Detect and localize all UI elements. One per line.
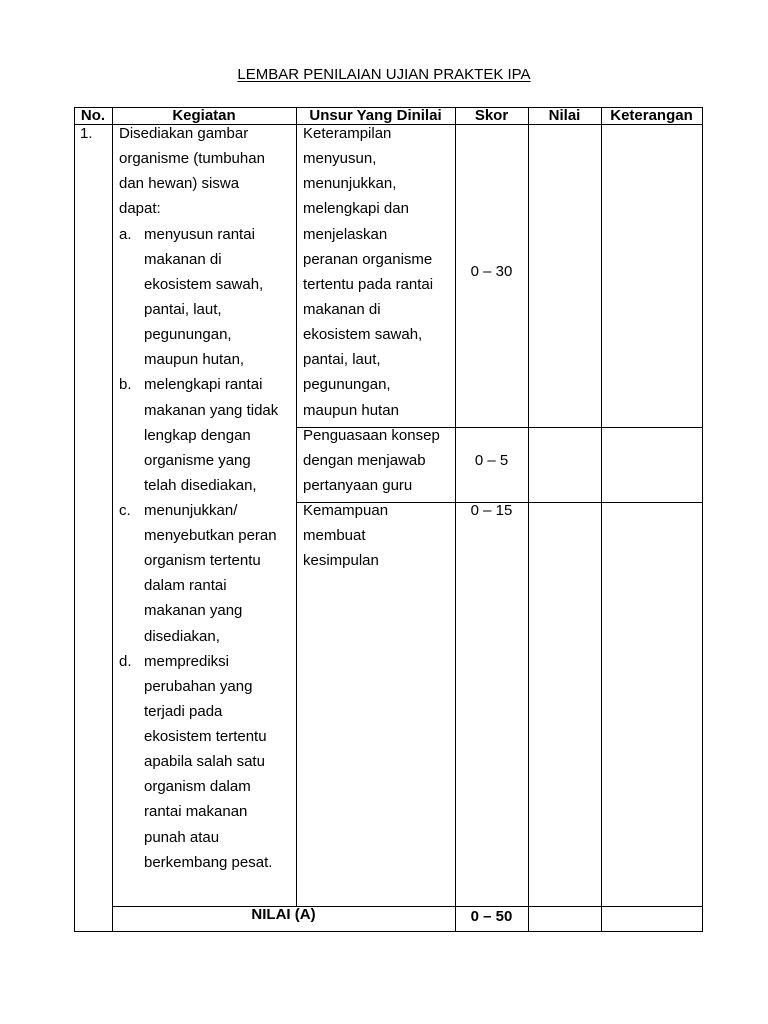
unsur-line: Keterampilan: [303, 125, 392, 142]
row-number: 1.: [80, 125, 93, 142]
item-line: organisme yang: [144, 452, 251, 469]
item-line: rantai makanan: [144, 803, 248, 820]
table-border-right: [702, 107, 703, 932]
item-marker: b.: [119, 376, 132, 393]
item-line: disediakan,: [144, 628, 220, 645]
col-divider-nilai: [601, 107, 602, 932]
skor-keterampilan: 0 – 30: [470, 263, 513, 280]
unsur-line: ekosistem sawah,: [303, 326, 423, 343]
item-line: pegunungan,: [144, 326, 232, 343]
col-divider-kegiatan: [296, 107, 297, 907]
item-line: menyebutkan peran: [144, 527, 277, 544]
unsur-line: kesimpulan: [303, 552, 379, 569]
item-line: makanan yang tidak: [144, 402, 279, 419]
unsur-line: peranan organisme: [303, 251, 433, 268]
header-keterangan: Keterangan: [610, 107, 693, 124]
kegiatan-line: dapat:: [119, 200, 161, 217]
item-line: memprediksi: [144, 653, 230, 670]
kegiatan-line: Disediakan gambar: [119, 125, 249, 142]
unsur-line: dengan menjawab: [303, 452, 426, 469]
item-line: pantai, laut,: [144, 301, 222, 318]
unsur-line: membuat: [303, 527, 366, 544]
unsur-line: pertanyaan guru: [303, 477, 413, 494]
header-nilai: Nilai: [548, 107, 581, 124]
unsur-line: menunjukkan,: [303, 175, 397, 192]
unsur-line: makanan di: [303, 301, 381, 318]
unsur-line: menjelaskan: [303, 226, 388, 243]
item-line: punah atau: [144, 829, 220, 846]
item-line: organism dalam: [144, 778, 251, 795]
item-line: makanan di: [144, 251, 222, 268]
item-line: perubahan yang: [144, 678, 253, 695]
item-line: makanan yang: [144, 602, 243, 619]
unsur-line: pantai, laut,: [303, 351, 381, 368]
item-line: menunjukkan/: [144, 502, 238, 519]
skor-penguasaan-konsep: 0 – 5: [474, 452, 509, 469]
item-line: telah disediakan,: [144, 477, 257, 494]
item-marker: d.: [119, 653, 132, 670]
unsur-line: tertentu pada rantai: [303, 276, 434, 293]
unsur-line: melengkapi dan: [303, 200, 409, 217]
col-divider-skor: [528, 107, 529, 932]
item-line: organism tertentu: [144, 552, 261, 569]
item-line: maupun hutan,: [144, 351, 245, 368]
unsur-line: pegunungan,: [303, 376, 391, 393]
header-skor: Skor: [474, 107, 509, 124]
header-no: No.: [80, 107, 106, 124]
item-line: melengkapi rantai: [144, 376, 263, 393]
unsur-line: Kemampuan: [303, 502, 389, 519]
item-line: apabila salah satu: [144, 753, 265, 770]
item-line: dalam rantai: [144, 577, 227, 594]
col-divider-no: [112, 107, 113, 932]
item-line: terjadi pada: [144, 703, 223, 720]
item-marker: c.: [119, 502, 131, 519]
document-title: LEMBAR PENILAIAN UJIAN PRAKTEK IPA: [237, 66, 531, 83]
kegiatan-line: dan hewan) siswa: [119, 175, 240, 192]
table-border-bottom: [74, 931, 703, 932]
skor-kemampuan: 0 – 15: [470, 502, 513, 519]
item-line: lengkap dengan: [144, 427, 251, 444]
header-kegiatan: Kegiatan: [172, 107, 236, 124]
item-marker: a.: [119, 226, 132, 243]
unsur-line: maupun hutan: [303, 402, 399, 419]
header-unsur: Unsur Yang Dinilai: [309, 107, 442, 124]
kegiatan-line: organisme (tumbuhan: [119, 150, 265, 167]
item-line: berkembang pesat.: [144, 854, 273, 871]
footer-label: NILAI (A): [251, 906, 316, 923]
item-line: ekosistem tertentu: [144, 728, 267, 745]
table-border-left: [74, 107, 75, 932]
unsur-line: menyusun,: [303, 150, 377, 167]
item-line: ekosistem sawah,: [144, 276, 264, 293]
unsur-line: Penguasaan konsep: [303, 427, 440, 444]
footer-skor: 0 – 50: [470, 908, 513, 925]
item-line: menyusun rantai: [144, 226, 255, 243]
